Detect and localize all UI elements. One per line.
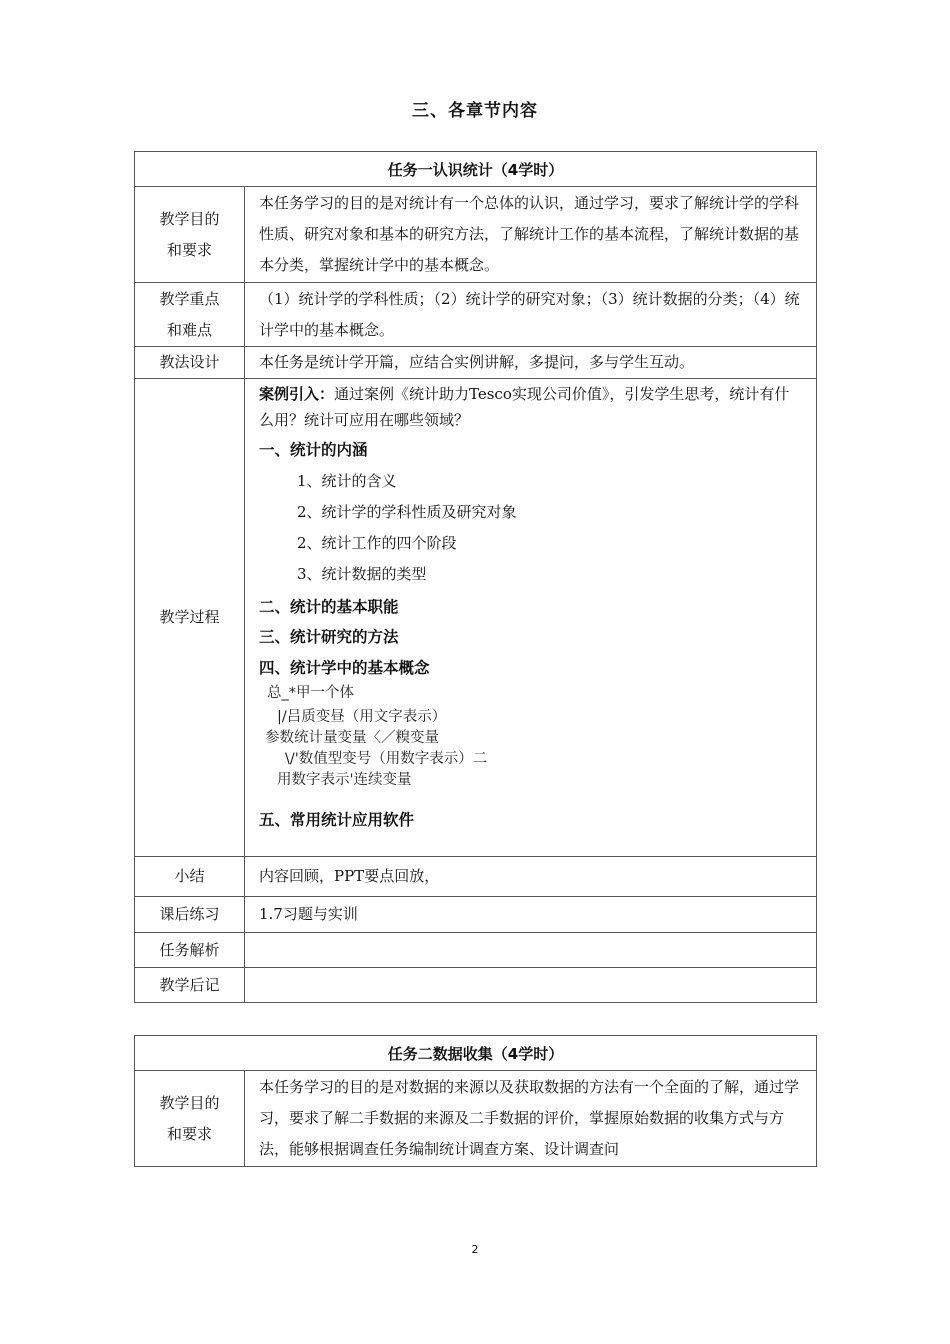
section-5: 五、常用统计应用软件 [259, 811, 415, 829]
case-text: 通过案例《统计助力Tesco实现公司价值》，引发学生思考，统计有什么用？统计可应用在哪些领域？ [259, 385, 790, 429]
list-item: 3、统计数据的类型 [297, 564, 427, 583]
exercise-text: 1.7习题与实训 [245, 897, 817, 933]
process-label: 教学过程 [135, 379, 245, 857]
section-3: 三、统计研究的方法 [259, 628, 399, 646]
task1-method-row [135, 347, 817, 379]
diagram-line: 用数字表示'连续变量 [277, 772, 412, 788]
task1-process-row [135, 379, 817, 857]
summary-text: 内容回顾，PPT要点回放， [245, 857, 817, 897]
objectives-text: 本任务学习的目的是对统计有一个总体的认识，通过学习，要求了解统计学的学科性质、研究对象和基本的研究方法，了解统计工作的基本流程，了解统计数据的基本分类，掌握统计学中的基本概念。 [245, 187, 817, 283]
task1-key-row [135, 283, 817, 347]
task2-objectives-text: 本任务学习的目的是对数据的来源以及获取数据的方法有一个全面的了解，通过学习，要求了解二手数据的来源及二手数据的评价，掌握原始数据的收集方式与方法，能够根据调查任务编制统计调查方案、设计调查问 [245, 1071, 817, 1167]
task1-objectives-row [135, 187, 817, 283]
summary-label: 小结 [135, 857, 245, 897]
key-label-line2: 和难点 [166, 320, 212, 339]
page-title: 三、各章节内容 [412, 101, 538, 121]
section-4: 四、统计学中的基本概念 [259, 658, 430, 677]
case-lead: 案例引入： [259, 385, 335, 403]
objectives-label [135, 187, 245, 283]
method-text: 本任务是统计学开篇，应结合实例讲解，多提问，多与学生互动。 [245, 347, 817, 379]
analysis-text [245, 933, 817, 968]
task1-analysis-row [135, 933, 817, 968]
diagram-line: \/'数值型变号（用数字表示）二 [285, 751, 488, 767]
key-text: （1）统计学的学科性质；（2）统计学的研究对象；（3）统计数据的分类；（4）统计学中的基本概念。 [245, 283, 817, 347]
list-item: 2、统计工作的四个阶段 [297, 533, 457, 552]
page-number: 2 [471, 1243, 479, 1256]
list-item: 1、统计的含义 [297, 471, 397, 490]
key-label-line1: 教学重点 [159, 289, 220, 308]
task2-objectives-row [135, 1071, 817, 1167]
task2-objectives-label [135, 1071, 245, 1167]
diagram-line: |/吕质变昼（用文字表示） [277, 709, 447, 725]
list-item: 2、统计学的学科性质及研究对象 [297, 502, 517, 521]
case-intro [259, 381, 804, 433]
task2-objectives-label-line2: 和要求 [166, 1124, 212, 1143]
key-label [135, 283, 245, 347]
exercise-label: 课后练习 [135, 897, 245, 933]
notes-text [245, 968, 817, 1003]
task2-header: 任务二数据收集（4学时） [135, 1036, 817, 1071]
objectives-label-line2: 和要求 [166, 240, 212, 259]
diagram-line: 总_*甲一个体 [267, 685, 354, 701]
task1-header: 任务一认识统计（4学时） [135, 152, 817, 187]
notes-label: 教学后记 [135, 968, 245, 1003]
task1-table [134, 151, 817, 1003]
task1-summary-row [135, 857, 817, 897]
section-2: 二、统计的基本职能 [259, 597, 399, 616]
process-content [245, 379, 817, 857]
task2-header-row [135, 1036, 817, 1071]
task2-table [134, 1035, 817, 1167]
task1-notes-row [135, 968, 817, 1003]
task1-header-row [135, 152, 817, 187]
diagram-line: 参数统计量变量〈／糗变量 [265, 730, 439, 746]
task2-objectives-label-line1: 教学目的 [159, 1093, 220, 1112]
method-label: 教法设计 [135, 347, 245, 379]
task1-exercise-row [135, 897, 817, 933]
section-1: 一、统计的内涵 [259, 441, 368, 459]
objectives-label-line1: 教学目的 [159, 209, 220, 228]
analysis-label: 任务解析 [135, 933, 245, 968]
